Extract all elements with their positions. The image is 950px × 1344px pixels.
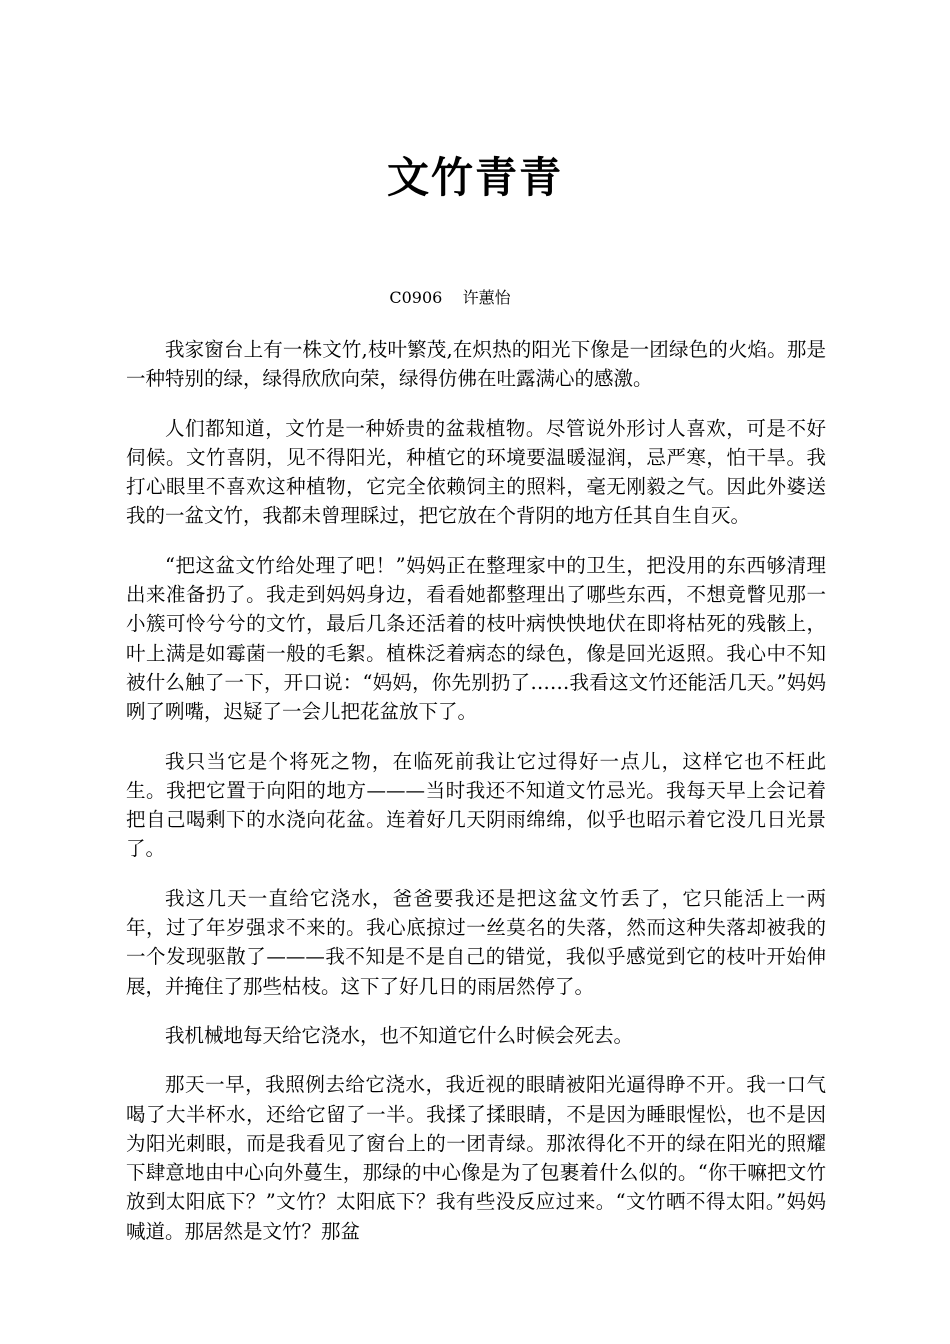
paragraph: 那天一早，我照例去给它浇水，我近视的眼睛被阳光逼得睁不开。我一口气喝了大半杯水，还给它留了一半。我揉了揉眼睛，不是因为睡眼惺忪，也不是因为阳光刺眼，而是我看见了窗台上的一团青绿。那浓得化不开的绿在阳光的照耀下肆意地由中心向外蔓生，那绿的中心像是为了包裹着什么似的。“你干嘛把文竹放到太阳底下？”文竹？太阳底下？我有些没反应过来。“文竹晒不得太阳。”妈妈喊道。那居然是文竹？那盆 — [126, 1073, 826, 1243]
author-byline: C0906 许蕙怡 — [389, 288, 511, 307]
document-title: 文竹青青 — [386, 153, 563, 202]
paragraph: “把这盆文竹给处理了吧！”妈妈正在整理家中的卫生，把没用的东西够清理出来准备扔了。我走到妈妈身边，看看她都整理出了哪些东西，不想竟瞥见那一小簇可怜兮兮的文竹，最后几条还活着的枝叶病怏怏地伏在即将枯死的残骸上，叶上满是如霉菌一般的毛絮。植株泛着病态的绿色，像是回光返照。我心中不知被什么触了一下，开口说：“妈妈，你先别扔了……我看这文竹还能活几天。”妈妈咧了咧嘴，迟疑了一会儿把花盆放下了。 — [126, 553, 826, 724]
paragraph: 我只当它是个将死之物，在临死前我让它过得好一点儿，这样它也不枉此生。我把它置于向阳的地方———当时我还不知道文竹忌光。我每天早上会记着把自己喝剩下的水浇向花盆。连着好几天阴雨绵绵，似乎也昭示着它没几日光景了。 — [126, 749, 826, 861]
document-body — [126, 335, 826, 1266]
paragraph: 我机械地每天给它浇水，也不知道它什么时候会死去。 — [165, 1023, 634, 1047]
paragraph: 我这几天一直给它浇水，爸爸要我还是把这盆文竹丢了，它只能活上一两年，过了年岁强求不来的。我心底掠过一丝莫名的失落，然而这种失落却被我的一个发现驱散了———我不知是不是自己的错觉，我似乎感觉到它的枝叶开始伸展，并掩住了那些枯枝。这下了好几日的雨居然停了。 — [126, 886, 826, 998]
paragraph: 人们都知道，文竹是一种娇贵的盆栽植物。尽管说外形讨人喜欢，可是不好伺候。文竹喜阴，见不得阳光，种植它的环境要温暖湿润，忌严寒，怕干旱。我打心眼里不喜欢这种植物，它完全依赖饲主的照料，毫无刚毅之气。因此外婆送我的一盆文竹，我都未曾理睬过，把它放在个背阴的地方任其自生自灭。 — [126, 416, 826, 528]
paragraph: 我家窗台上有一株文竹,枝叶繁茂,在炽热的阳光下像是一团绿色的火焰。那是一种特别的绿，绿得欣欣向荣，绿得仿佛在吐露满心的感激。 — [126, 338, 826, 391]
